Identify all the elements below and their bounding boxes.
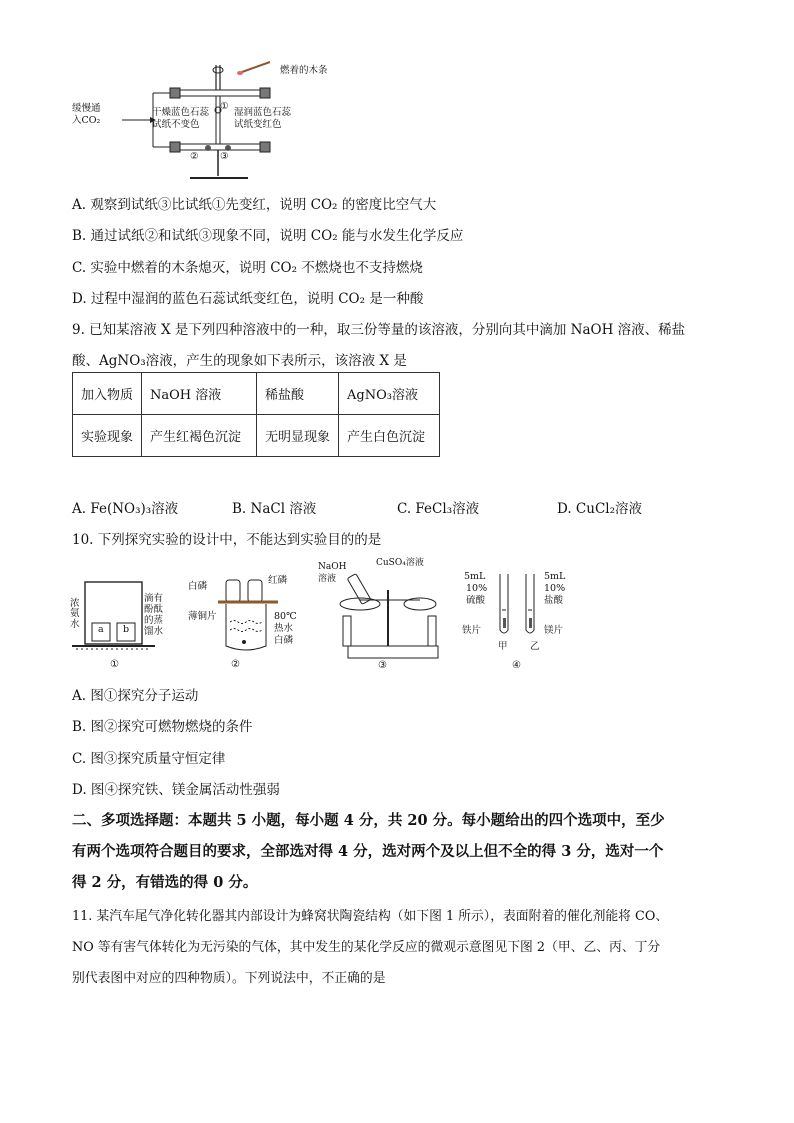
q8-option-a: A. 观察到试纸③比试纸①先变红，说明 CO₂ 的密度比空气大 [72, 197, 437, 213]
q10-fig2 [188, 576, 306, 676]
fig3-naoh2: 溶液 [318, 574, 337, 584]
fig8-apparatus [70, 60, 328, 190]
fig1-label-left-1: 浓 [70, 598, 80, 609]
q11-line2: NO 等有害气体转化为无污染的气体，其中发生的某化学反应的微观示意图见下图 2（甲、乙、丙、丁分 [72, 940, 661, 955]
q10-fig3 [318, 556, 444, 676]
fig1-label-right-3: 的蒸 [144, 615, 164, 626]
q9-stem-line2: 酸、AgNO₃溶液，产生的现象如下表所示，该溶液 X 是 [72, 353, 407, 369]
table-cell: NaOH 溶液 [142, 373, 257, 415]
section2-line1: 二、多项选择题：本题共 5 小题，每小题 4 分，共 20 分。每小题给出的四个选项中，至少 [72, 812, 665, 829]
fig4-jia: 甲 [498, 641, 508, 652]
fig2-white-p2: 白磷 [274, 635, 294, 646]
q10-fig1 [70, 576, 164, 676]
section2-line3: 得 2 分，有错选的得 0 分。 [72, 874, 258, 891]
fig4-right-conc: 10% [544, 583, 566, 594]
q8-option-b: B. 通过试纸②和试纸③现象不同，说明 CO₂ 能与水发生化学反应 [72, 228, 464, 244]
fig8-label-flow2: 入CO₂ [72, 115, 101, 126]
q10-stem: 10. 下列探究实验的设计中，不能达到实验目的的是 [72, 532, 382, 548]
table-cell: 加入物质 [73, 373, 142, 415]
fig1-caption: ① [110, 659, 119, 670]
fig3-drawing [318, 556, 444, 676]
table-cell: 实验现象 [73, 415, 142, 457]
fig8-label-wet2: 试纸变红色 [234, 119, 282, 130]
q10-option-b: B. 图②探究可燃物燃烧的条件 [72, 719, 253, 735]
fig8-label-wet: 湿润蓝色石蕊 [234, 107, 292, 118]
fig3-cuso4: CuSO₄溶液 [376, 558, 424, 568]
table-cell: 产生白色沉淀 [339, 415, 440, 457]
q10-option-c: C. 图③探究质量守恒定律 [72, 751, 226, 767]
section2-line2: 有两个选项符合题目的要求，全部选对得 4 分，选对两个及以上但不全的得 3 分，选对一个 [72, 843, 664, 860]
table-cell: 稀盐酸 [257, 373, 339, 415]
fig4-yi: 乙 [530, 641, 540, 652]
q10-option-d: D. 图④探究铁、镁金属活动性强弱 [72, 782, 280, 798]
q9-option-b: B. NaCl 溶液 [232, 501, 317, 517]
fig1-label-right-4: 馏水 [144, 626, 164, 637]
fig8-marker-3: ③ [220, 151, 229, 162]
table-cell: AgNO₃溶液 [339, 373, 440, 415]
fig8-label-dry: 干燥蓝色石蕊 [152, 107, 210, 118]
fig4-mg: 镁片 [544, 625, 564, 636]
fig8-marker-2: ② [190, 151, 199, 162]
fig4-iron: 铁片 [462, 625, 482, 636]
q11-line1: 11. 某汽车尾气净化转化器其内部设计为蜂窝状陶瓷结构（如下图 1 所示），表面附着的催化剂能将 CO、 [72, 909, 669, 924]
q8-option-c: C. 实验中燃着的木条熄灭，说明 CO₂ 不燃烧也不支持燃烧 [72, 260, 423, 276]
fig8-marker-1: ① [220, 101, 229, 112]
q9-stem-line1: 9. 已知某溶液 X 是下列四种溶液中的一种，取三份等量的该溶液，分别向其中滴加 NaOH 溶液、稀盐 [72, 322, 686, 338]
q10-fig4 [462, 568, 582, 676]
fig8-label-flow: 缓慢通 [72, 103, 101, 114]
fig4-left-vol: 5mL [464, 571, 486, 582]
fig1-label-left-2: 氨 [70, 608, 80, 619]
table-cell: 无明显现象 [257, 415, 339, 457]
fig8-label-burning-stick: 燃着的木条 [280, 65, 328, 76]
fig2-white-p: 白磷 [188, 581, 208, 592]
fig2-temp: 80℃ [274, 611, 297, 622]
fig4-left-acid: 硫酸 [466, 595, 486, 606]
fig1-beaker-b: b [123, 624, 130, 635]
q11-line3: 别代表图中对应的四种物质）。下列说法中，不正确的是 [72, 971, 386, 986]
fig4-caption: ④ [512, 660, 521, 671]
fig1-label-right-2: 酚酞 [144, 604, 164, 615]
fig2-caption: ② [231, 659, 240, 670]
fig2-red-p: 红磷 [268, 575, 288, 586]
q9-option-a: A. Fe(NO₃)₃溶液 [72, 501, 179, 517]
fig4-right-acid: 盐酸 [544, 595, 564, 606]
table-cell: 产生红褐色沉淀 [142, 415, 257, 457]
table-row [73, 415, 440, 457]
fig3-caption: ③ [378, 660, 387, 671]
q8-option-d: D. 过程中湿润的蓝色石蕊试纸变红色，说明 CO₂ 是一种酸 [72, 291, 424, 307]
fig1-label-right-1: 滴有 [144, 593, 164, 604]
table-row [73, 373, 440, 415]
fig4-right-vol: 5mL [544, 571, 566, 582]
fig3-naoh: NaOH [318, 562, 347, 572]
q9-option-c: C. FeCl₃溶液 [397, 501, 480, 517]
q10-option-a: A. 图①探究分子运动 [72, 688, 199, 704]
fig1-beaker-a: a [98, 624, 104, 635]
fig2-copper: 薄铜片 [188, 611, 217, 622]
q9-table [72, 372, 440, 457]
fig4-left-conc: 10% [466, 583, 488, 594]
fig2-hot-water: 热水 [274, 623, 294, 634]
q9-option-d: D. CuCl₂溶液 [557, 501, 643, 517]
fig1-label-left-3: 水 [70, 619, 80, 630]
fig8-label-dry2: 试纸不变色 [152, 119, 200, 130]
